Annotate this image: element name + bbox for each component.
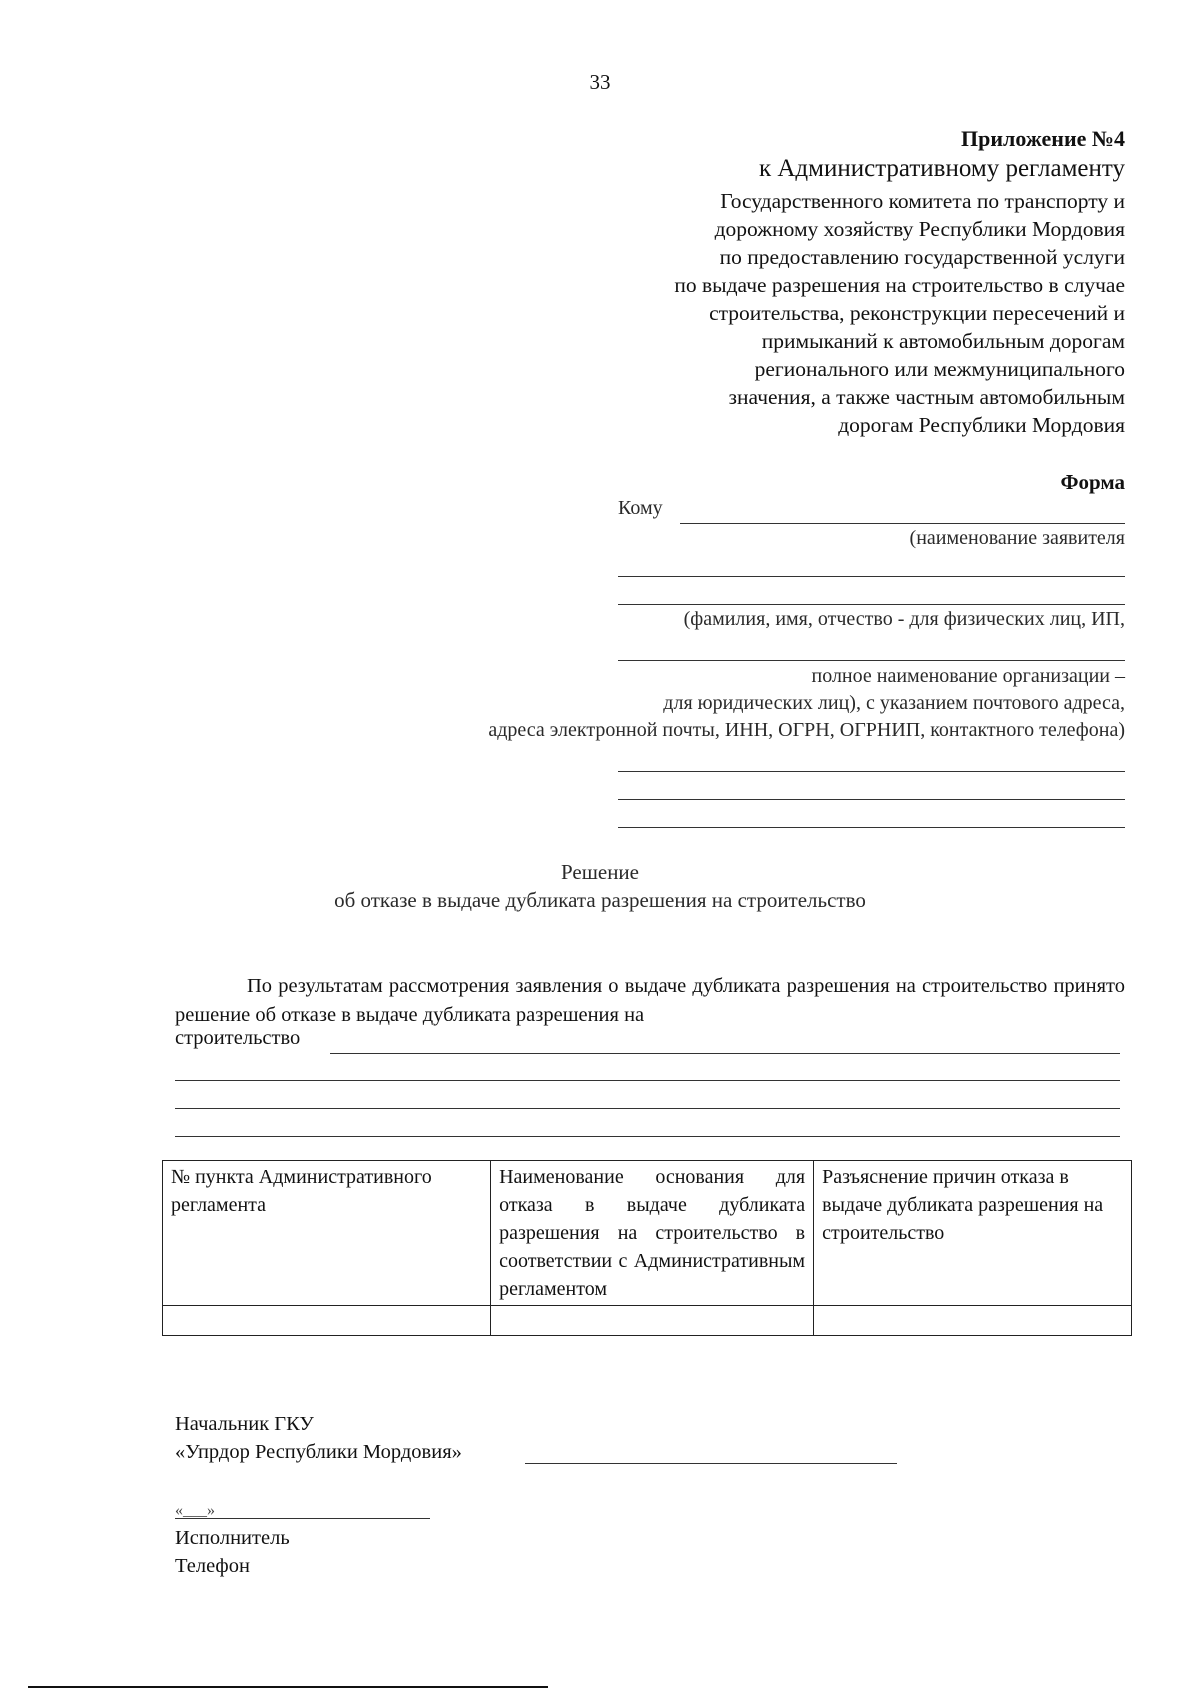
appendix-description bbox=[425, 187, 1125, 439]
position-line2: «Упрдор Республики Мордовия» bbox=[175, 1441, 462, 1463]
form-label: Форма bbox=[1060, 470, 1125, 494]
position-line1: Начальник ГКУ bbox=[175, 1413, 314, 1435]
body-paragraph: По результатам рассмотрения заявления о выдаче дубликата разрешения на строительство принято решение об отказе в выдаче дубликата разрешения на bbox=[175, 975, 1125, 1026]
appendix-line: Государственного комитета по транспорту и bbox=[720, 189, 1125, 213]
header-clause-number: № пункта Административного регламента bbox=[163, 1161, 491, 1306]
page-number: 33 bbox=[589, 70, 611, 94]
body-line bbox=[175, 1136, 1120, 1137]
appendix-title: Приложение №4 bbox=[961, 126, 1125, 151]
decision-subtitle: об отказе в выдаче дубликата разрешения на строительство bbox=[334, 888, 866, 912]
body-line bbox=[175, 1080, 1120, 1081]
footer-rule bbox=[28, 1686, 548, 1688]
header-refusal-explanation: Разъяснение причин отказа в выдаче дубликата разрешения на строительство bbox=[814, 1161, 1132, 1306]
appendix-line: строительства, реконструкции пересечений и bbox=[709, 301, 1125, 325]
body-line bbox=[175, 1108, 1120, 1109]
table-cell bbox=[491, 1306, 814, 1336]
caption-applicant: (наименование заявителя bbox=[909, 527, 1125, 549]
table-cell bbox=[163, 1306, 491, 1336]
body-line bbox=[330, 1053, 1120, 1054]
table-header-row bbox=[163, 1161, 1132, 1306]
recipient-line bbox=[680, 523, 1125, 524]
recipient-line bbox=[618, 771, 1125, 772]
appendix-line: по выдаче разрешения на строительство в случае bbox=[674, 273, 1125, 297]
recipient-line bbox=[618, 576, 1125, 577]
appendix-line: значения, а также частным автомобильным bbox=[728, 385, 1125, 409]
caption-org-line: для юридических лиц), с указанием почтового адреса, bbox=[663, 692, 1125, 714]
header-refusal-basis: Наименование основания для отказа в выдаче дубликата разрешения на строительство в соответствии с Административным регламентом bbox=[491, 1161, 814, 1306]
recipient-line bbox=[618, 827, 1125, 828]
refusal-table bbox=[162, 1160, 1132, 1336]
recipient-line bbox=[618, 660, 1125, 661]
phone-label: Телефон bbox=[175, 1555, 250, 1577]
recipient-line bbox=[618, 799, 1125, 800]
caption-org-line: полное наименование организации – bbox=[811, 665, 1125, 687]
table-cell bbox=[814, 1306, 1132, 1336]
appendix-line: дорожному хозяйству Республики Мордовия bbox=[714, 217, 1125, 241]
caption-org-line: адреса электронной почты, ИНН, ОГРН, ОГРНИП, контактного телефона) bbox=[488, 719, 1125, 741]
executor-label: Исполнитель bbox=[175, 1527, 290, 1549]
date-line bbox=[175, 1518, 430, 1519]
decision-title: Решение bbox=[560, 860, 639, 884]
appendix-line: по предоставлению государственной услуги bbox=[719, 245, 1125, 269]
body-last-word: строительство bbox=[175, 1027, 301, 1049]
recipient-line bbox=[618, 604, 1125, 605]
date-marks: «___» bbox=[175, 1502, 215, 1519]
signature-line bbox=[525, 1463, 897, 1464]
appendix-line: дорогам Республики Мордовия bbox=[838, 413, 1125, 437]
table-row bbox=[163, 1306, 1132, 1336]
appendix-line: примыканий к автомобильным дорогам bbox=[761, 329, 1125, 353]
appendix-subtitle: к Административному регламенту bbox=[758, 155, 1125, 182]
caption-person: (фамилия, имя, отчество - для физических лиц, ИП, bbox=[683, 608, 1125, 630]
to-label: Кому bbox=[618, 497, 663, 519]
appendix-line: регионального или межмуниципального bbox=[754, 357, 1125, 381]
